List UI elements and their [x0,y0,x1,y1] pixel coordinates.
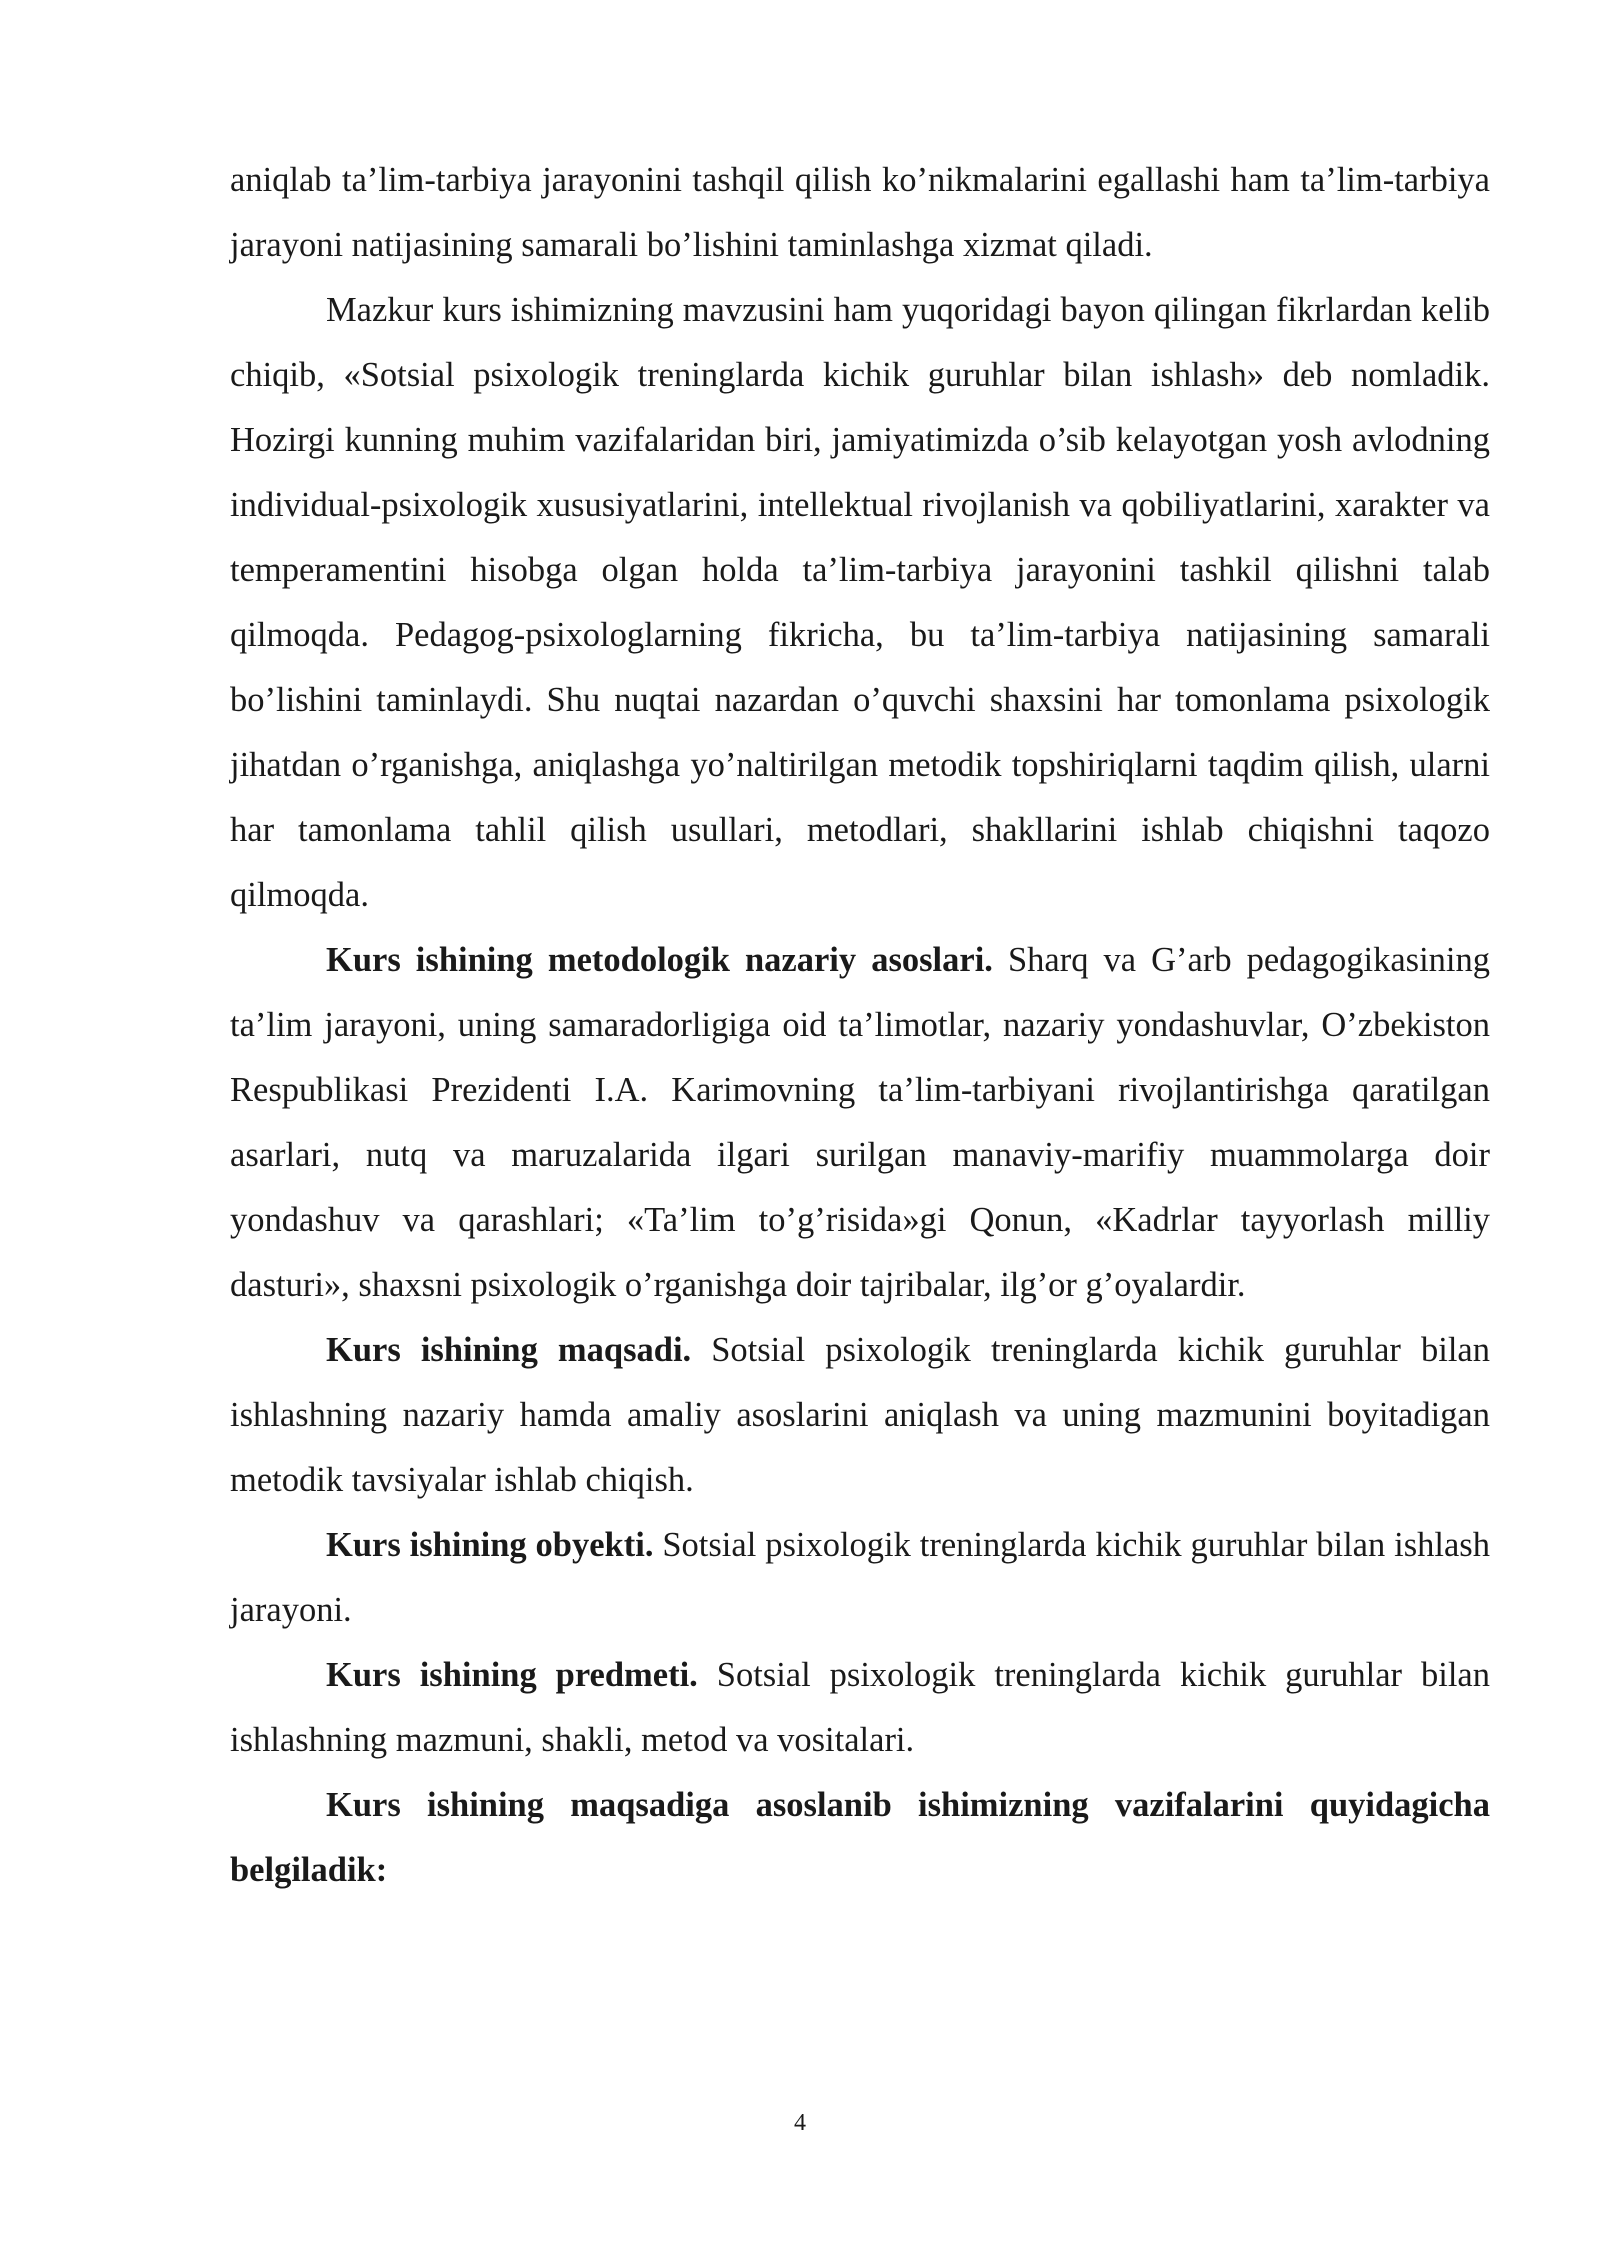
page-number: 4 [794,2110,806,2136]
paragraph-methodological-basis [230,928,1490,1318]
document-body [230,148,1490,1903]
paragraph-text: Sotsial psixologik treninglarda kichik guruhlar bilan ishlash jarayoni. [230,1526,1490,1629]
paragraph-goal [230,1318,1490,1513]
paragraph-subject [230,1643,1490,1773]
paragraph-lead: Kurs ishining obyekti. [326,1526,654,1564]
paragraph-text: Sotsial psixologik treninglarda kichik guruhlar bilan ishlashning mazmuni, shakli, metod va vositalari. [230,1656,1490,1759]
paragraph-lead: Kurs ishining maqsadi. [326,1331,692,1369]
paragraph-text: Sharq va G’arb pedagogikasining ta’lim jarayoni, uning samaradorligiga oid ta’limotlar, nazariy yondashuvlar, O’zbekiston Respublikasi Prezidenti I.A. Karimovning ta’lim-tarbiyani rivojlantirishga qaratilgan asarlari, nutq va maruzalarida ilgari surilgan manaviy-marifiy muammolarga doir yondashuv va qarashlari; «Ta’lim to’g’risida»gi Qonun, «Kadrlar tayyorlash milliy dasturi», shaxsni psixologik o’rganishga doir tajribalar, ilg’or g’oyalardir. [230,941,1490,1304]
paragraph-object [230,1513,1490,1643]
paragraph-tasks-heading [230,1773,1490,1903]
paragraph-lead: Kurs ishining metodologik nazariy asoslari. [326,941,993,979]
paragraph-lead: Kurs ishining maqsadiga asoslanib ishimizning vazifalarini quyidagicha belgiladik: [230,1786,1490,1889]
paragraph-continuation [230,148,1490,278]
paragraph-text: Sotsial psixologik treninglarda kichik guruhlar bilan ishlashning nazariy hamda amaliy asoslarini aniqlash va uning mazmunini boyitadigan metodik tavsiyalar ishlab chiqish. [230,1331,1490,1499]
paragraph-text: Mazkur kurs ishimizning mavzusini ham yuqoridagi bayon qilingan fikrlardan kelib chiqib, «Sotsial psixologik treninglarda kichik guruhlar bilan ishlash» deb nomladik. Hozirgi kunning muhim vazifalaridan biri, jamiyatimizda o’sib kelayotgan yosh avlodning individual-psixologik xususiyatlarini, intellektual rivojlanish va qobiliyatlarini, xarakter va temperamentini hisobga olgan holda ta’lim-tarbiya jarayonini tashkil qilishni talab qilmoqda. Pedagog-psixologlarning fikricha, bu ta’lim-tarbiya natijasining samarali bo’lishini taminlaydi. Shu nuqtai nazardan o’quvchi shaxsini har tomonlama psixologik jihatdan o’rganishga, aniqlashga yo’naltirilgan metodik topshiriqlarni taqdim qilish, ularni har tamonlama tahlil qilish usullari, metodlari, shakllarini ishlab chiqishni taqozo qilmoqda. [230,291,1490,914]
paragraph-lead: Kurs ishining predmeti. [326,1656,698,1694]
paragraph-text: aniqlab ta’lim-tarbiya jarayonini tashqil qilish ko’nikmalarini egallashi ham ta’lim-tarbiya jarayoni natijasining samarali bo’lishini taminlashga xizmat qiladi. [230,161,1490,264]
paragraph-topic [230,278,1490,928]
